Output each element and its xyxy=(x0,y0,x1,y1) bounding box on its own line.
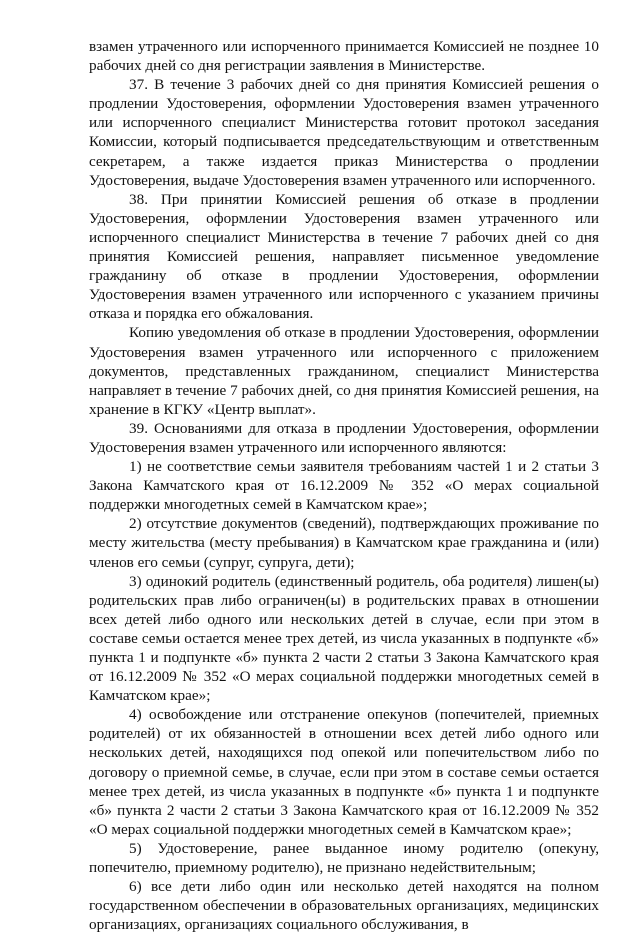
list-item-6: 6) все дети либо один или несколько детей находятся на полном государственном обеспечении в образовательных организациях, медицинских организациях, организациях социального обслуживания, в xyxy=(89,878,599,934)
paragraph-39: 39. Основаниями для отказа в продлении Удостоверения, оформлении Удостоверения взамен утраченного или испорченного являются: xyxy=(89,419,599,456)
paragraph-38: 38. При принятии Комиссией решения об отказе в продлении Удостоверения, оформлении Удостоверения взамен утраченного или испорченного специалист Министерства в течение 7 рабочих дней со дня принятия Комиссией решения, направляет письменное уведомление гражданину об отказе в продлении Удостоверения, оформлении Удостоверения взамен утраченного или испорченного с указанием причины отказа и порядка его обжалования. xyxy=(89,190,599,323)
paragraph-continuation: взамен утраченного или испорченного принимается Комиссией не позднее 10 рабочих дней со дня регистрации заявления в Министерстве. xyxy=(89,38,599,75)
list-item-1: 1) не соответствие семьи заявителя требованиям частей 1 и 2 статьи 3 Закона Камчатского края от 16.12.2009 № 352 «О мерах социальной поддержки многодетных семей в Камчатском крае»; xyxy=(89,458,599,514)
list-item-5: 5) Удостоверение, ранее выданное иному родителю (опекуну, попечителю, приемному родителю), не признано недействительным; xyxy=(89,839,599,877)
list-item-3: 3) одинокий родитель (единственный родитель, оба родителя) лишен(ы) родительских прав либо ограничен(ы) в родительских правах в отношении всех детей либо одного или нескольких детей в случае, если при этом в составе семьи остается менее трех детей, из числа указанных в подпункте «б» пункта 1 и подпункте «б» пункта 2 части 2 статьи 3 Закона Камчатского края от 16.12.2009 № 352 «О мерах социальной поддержки многодетных семей в Камчатском крае»; xyxy=(89,572,599,705)
document-body xyxy=(89,37,599,934)
list-item-4: 4) освобождение или отстранение опекунов (попечителей, приемных родителей) от их обязанностей в отношении всех детей либо одного или нескольких детей, находящихся под опекой или попечительством либо по договору о приемной семье, в случае, если при этом в составе семьи остается менее трех детей, из числа указанных в подпункте «б» пункта 1 и подпункте «б» пункта 2 части 2 статьи 3 Закона Камчатского края от 16.12.2009 № 352 «О мерах социальной поддержки многодетных семей в Камчатском крае»; xyxy=(89,706,599,838)
paragraph-38-copy-notice: Копию уведомления об отказе в продлении Удостоверения, оформлении Удостоверения взамен утраченного или испорченного с приложением документов, представленных гражданином, специалист Министерства направляет в течение 7 рабочих дней, со дня принятия Комиссией решения, на хранение в КГКУ «Центр выплат». xyxy=(89,324,599,418)
list-item-2: 2) отсутствие документов (сведений), подтверждающих проживание по месту жительства (месту пребывания) в Камчатском крае гражданина и (или) членов его семьи (супруг, супруга, дети); xyxy=(89,515,599,571)
paragraph-37: 37. В течение 3 рабочих дней со дня принятия Комиссией решения о продлении Удостоверения, оформлении Удостоверения взамен утраченного или испорченного специалист Министерства готовит протокол заседания Комиссии, который подписывается председательствующим и ответственным секретарем, а также издается приказ Министерства о продлении Удостоверения, выдаче Удостоверения взамен утраченного или испорченного. xyxy=(89,76,599,189)
